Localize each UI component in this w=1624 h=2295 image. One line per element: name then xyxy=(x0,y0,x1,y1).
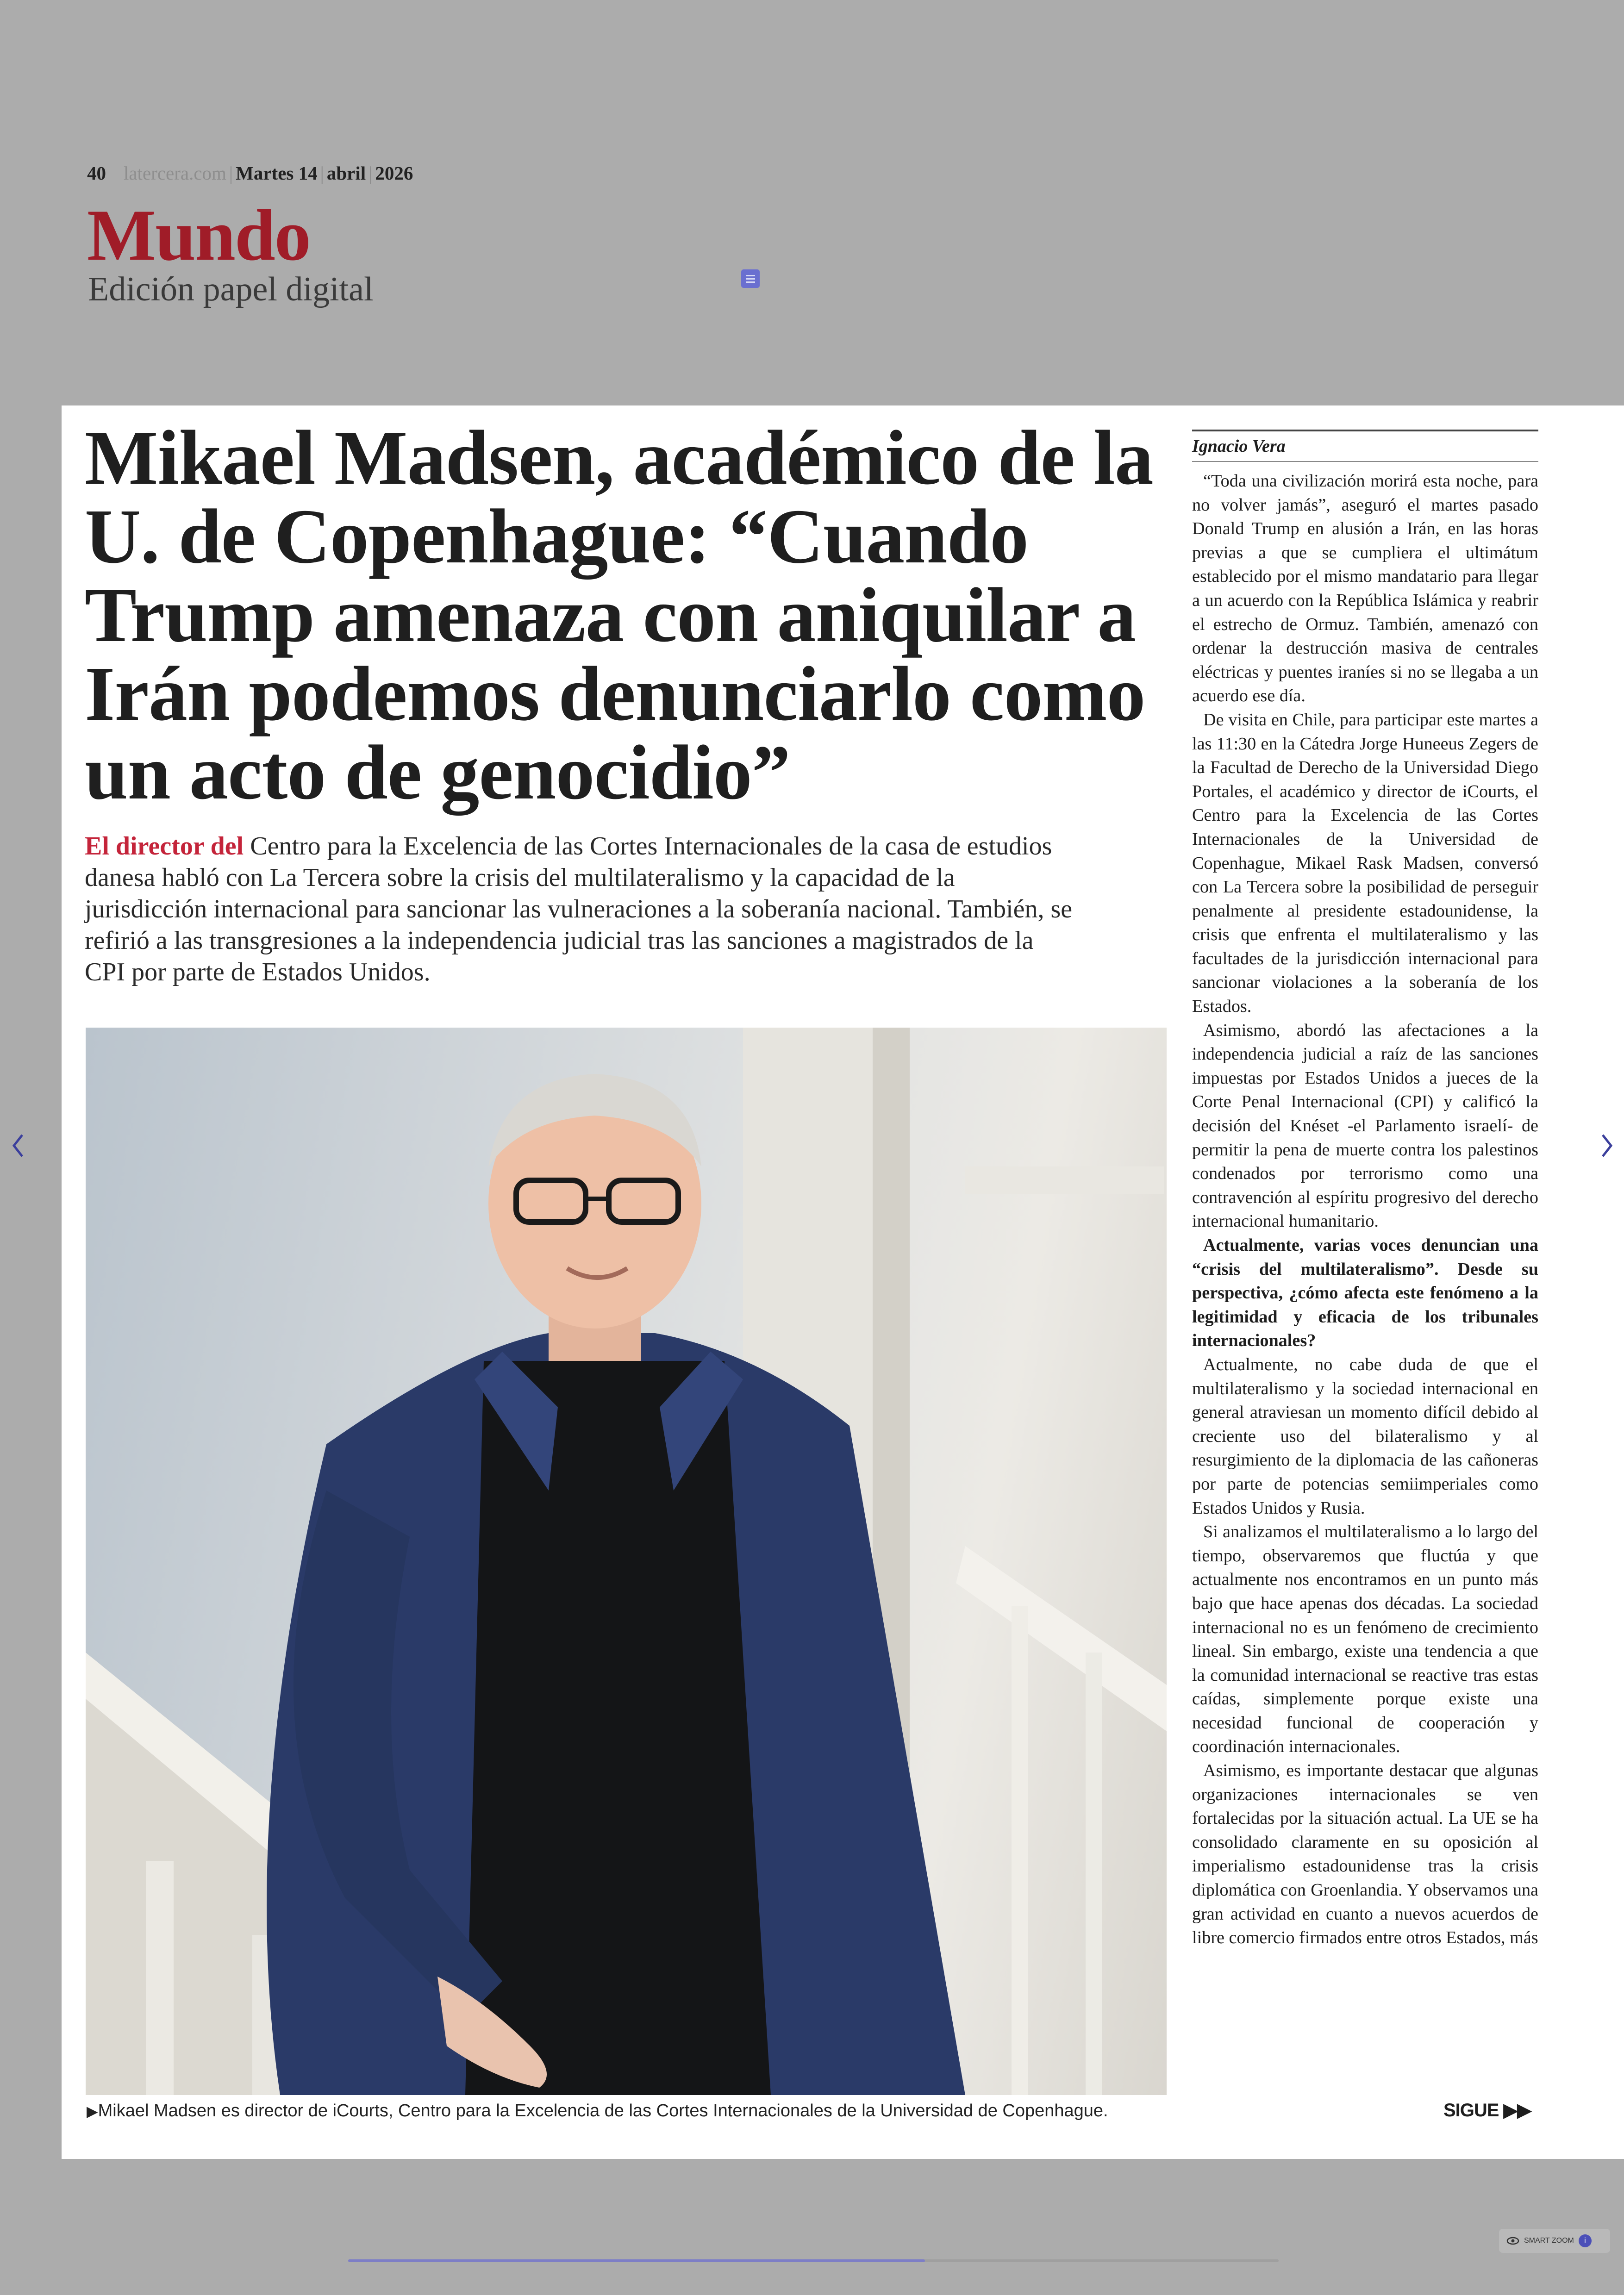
site-name: latercera.com xyxy=(124,162,226,184)
body-paragraph: Si analizamos el multilateralismo a lo largo del tiempo, observaremos que fluctúa y que actualmente nos encontramos en un punto más bajo que hace apenas dos décadas. La sociedad internacional no es un fenómeno de crecimiento lineal. Sin embargo, existe una tendencia a que la comunidad internacional se reactive tras estas caídas, simplemente porque existe una necesidad funcional de cooperación y coordinación internacionales. xyxy=(1192,1522,1538,1757)
note-icon[interactable] xyxy=(741,269,760,288)
previous-page-button[interactable] xyxy=(8,1129,29,1162)
article-lede xyxy=(85,830,1075,988)
date-day: Martes 14 xyxy=(236,162,318,184)
page-progress-fill xyxy=(348,2259,925,2262)
lede-text: Centro para la Excelencia de las Cortes Internacionales de la casa de estudios danesa habló con La Tercera sobre la crisis del multilateralismo y la capacidad de la jurisdicción internacional para sancionar las vulneraciones a la soberanía nacional. También, se refirió a las transgresiones a la independencia judicial tras las sanciones a magistrados de la CPI por parte de Estados Unidos. xyxy=(85,832,1073,986)
photo-caption: ▶Mikael Madsen es director de iCourts, Centro para la Excelencia de las Cortes Internacionales de la Universidad de Copenhague. xyxy=(87,2101,1108,2120)
article-column xyxy=(1192,430,1538,1950)
body-paragraph: Asimismo, es importante destacar que algunas organizaciones internacionales se ven fortalecidas por la situación actual. La UE se ha consolidado claramente en su oposición al imperialismo estadounidense tras la crisis diplomática con Groenlandia. Y observamos una gran actividad en cuanto a nuevos acuerdos de libre comercio firmados entre otros Estados, más xyxy=(1192,1761,1538,1948)
article-headline: Mikael Madsen, académico de la U. de Copenhague: “Cuando Trump amenaza con aniquilar a Irán podemos denunciarlo como un acto de genocidio” xyxy=(85,415,1153,816)
eye-icon xyxy=(1506,2237,1519,2245)
smart-zoom-label: SMART ZOOM xyxy=(1524,2237,1574,2245)
body-paragraph: Asimismo, abordó las afectaciones a la independencia judicial a raíz de las sanciones impuestas por Estados Unidos a jueces de la Corte Penal Internacional (CPI) y calificó la decisión del Knéset -el Parlamento israelí- de permitir la pena de muerte contra los palestinos condenados por terrorismo como una contravención al espíritu progresivo del derecho internacional humanitario. xyxy=(1192,1020,1538,1231)
byline: Ignacio Vera xyxy=(1192,431,1538,462)
newspaper-page xyxy=(62,405,1624,2159)
chevron-right-icon xyxy=(1596,1129,1617,1162)
body-paragraph: De visita en Chile, para participar este martes a las 11:30 en la Cátedra Jorge Huneeus Zegers de la Facultad de Derecho de la Universidad Diego Portales, el académico y director de iCourts, el Centro para la Excelencia de las Cortes Internacionales de la Universidad de Copenhague, Mikael Rask Madsen, conversó con La Tercera sobre la posibilidad de perseguir penalmente al presidente estadounidense, la crisis que enfrenta el multilateralismo y las facultades de la jurisdicción internacional para sancionar violaciones a la soberanía de los Estados. xyxy=(1192,710,1538,1017)
masthead xyxy=(87,162,413,184)
section-title: Mundo xyxy=(87,195,310,276)
next-page-button[interactable] xyxy=(1596,1129,1617,1162)
date-year: 2026 xyxy=(375,162,413,184)
page-progress-bar[interactable] xyxy=(348,2259,1279,2262)
smart-zoom-badge: i xyxy=(1579,2234,1592,2247)
dateline: 40 latercera.com | Martes 14 | abril | 2026 xyxy=(87,162,413,184)
interview-question: Actualmente, varias voces denuncian una “crisis del multilateralismo”. Desde su perspectiva, ¿cómo afecta este fenómeno a la legitimidad y eficacia de los tribunales internacionales? xyxy=(1192,1235,1538,1351)
portrait-photo xyxy=(86,1028,1167,2095)
lede-kicker: El director del xyxy=(85,832,244,861)
continue-label: SIGUE ▶▶ xyxy=(1443,2100,1531,2120)
date-month: abril xyxy=(326,162,366,184)
page-number: 40 xyxy=(87,162,106,184)
caption-marker-icon: ▶ xyxy=(87,2103,98,2120)
article-body xyxy=(1192,469,1538,1950)
body-paragraph: “Toda una civilización morirá esta noche, para no volver jamás”, aseguró el martes pasado Donald Trump en alusión a Irán, en las horas previas a que se cumpliera el ultimátum establecido por el mismo mandatario para llegar a un acuerdo con la República Islámica y reabrir el estrecho de Ormuz. También, amenazó con ordenar la destrucción masiva de centrales eléctricas y puentes iraníes si no se llegaba a un acuerdo ese día. xyxy=(1192,471,1538,706)
edition-label: Edición papel digital xyxy=(88,270,374,308)
chevron-left-icon xyxy=(8,1129,29,1162)
smart-zoom-button[interactable] xyxy=(1499,2229,1610,2253)
portrait-illustration xyxy=(86,1028,1167,2095)
body-paragraph: Actualmente, no cabe duda de que el multilateralismo y la sociedad internacional en general atraviesan un momento difícil debido al creciente uso del bilateralismo y al resurgimiento de la diplomacia de las cañoneras por parte de potencias semiimperiales como Estados Unidos y Rusia. xyxy=(1192,1354,1538,1518)
